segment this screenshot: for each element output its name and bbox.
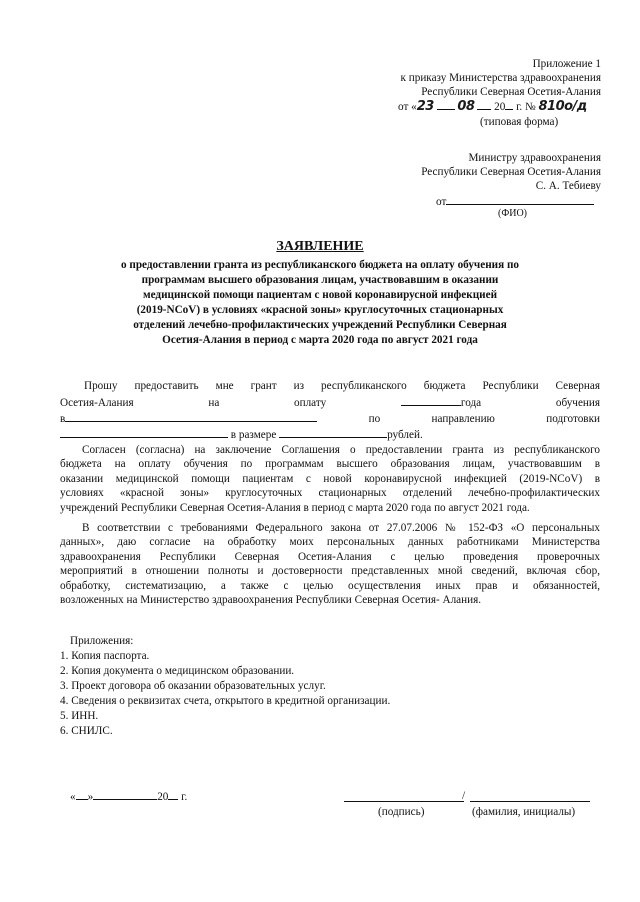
fio-caption: (ФИО) [498,208,528,219]
name-caption: (фамилия, инициалы) [472,806,576,818]
consent-paragraph: Согласен (согласна) на заключение Соглашения о предоставлении гранта из республиканского бюджета на оплату обучения по программам высшего образования лицам, участвовавшим в оказании медицинской помощи пациентам с новой коронавирусной инфекцией (2019-NCoV) в условиях «красной зоны» круглосуточных стационарных отделений лечебно-профилактических учреждений Республики Северная Осетия-Алания в период с марта 2020 года по август 2021 года. [60,444,600,514]
from-prefix: от [436,196,447,208]
footer-day-field[interactable] [76,789,88,800]
header-line-1: Приложение 1 [532,58,601,70]
date-prefix: от « [398,101,417,113]
footer-date: « » 20 г. [70,791,188,803]
attachment-item-6: 6. СНИЛС. [60,725,113,737]
header-line-2: к приказу Министерства здравоохранения [400,72,601,84]
date-year-prefix: 20 [494,101,506,113]
attachment-item-5: 5. ИНН. [60,710,99,722]
title-line-3: медицинской помощи пациентам с новой коронавирусной инфекцией [142,289,498,301]
handwritten-day: 23 [416,99,434,114]
attachments-heading: Приложения: [70,635,134,647]
header-line-3: Республики Северная Осетия-Алания [421,86,601,98]
footer-month-field[interactable] [93,789,157,800]
title-line-1: о предоставлении гранта из республиканского бюджета на оплату обучения по [120,259,519,271]
title-line-5: отделений лечебно-профилактических учреждений Республики Северная [133,319,507,331]
specialty-field[interactable] [60,427,228,438]
title-line-4: (2019-NCoV) в условиях «красной зоны» круглосуточных стационарных [136,304,504,316]
addressee-line-1: Министру здравоохранения [468,152,601,164]
handwritten-month: 08 [457,99,475,114]
study-year-field[interactable] [401,395,461,406]
attachment-item-4: 4. Сведения о реквизитах счета, открытого в кредитной организации. [60,695,391,707]
document-heading: ЗАЯВЛЕНИЕ [276,239,364,254]
attachment-item-1: 1. Копия паспорта. [60,650,150,662]
addressee-line-3: С. А. Тебиеву [535,180,601,192]
name-field-line[interactable] [470,801,590,802]
personal-data-paragraph: В соответствии с требованиями Федерального закона от 27.07.2006 № 152-ФЗ «О персональных данных», даю согласие на обработку моих персональных данных работниками Министерства здравоохранения Республики Северная Осетия-Алания с целью проведения проверочных мероприятий в отношении полноты и достоверности представленных мной сведений, включая сбор, обработку, систематизацию, а также с целью осуществления иных прав и обязанностей, возложенных на Министерство здравоохранения Республики Северная Осетия- Алания. [60,522,600,606]
request-line-3: в по направлению подготовки [60,413,600,425]
fio-field-line[interactable] [446,194,594,205]
header-date-row [398,99,587,114]
title-line-2: программам высшего образования лицам, участвовавшим в оказании [141,274,499,286]
signature-slash: / [462,790,466,802]
addressee-line-2: Республики Северная Осетия-Алания [421,166,601,178]
attachment-item-2: 2. Копия документа о медицинском образовании. [60,665,295,677]
attachment-item-3: 3. Проект договора об оказании образовательных услуг. [60,680,326,692]
request-line-2: Осетия-Алания на оплату года обучения [60,397,601,409]
institution-field[interactable] [65,411,317,422]
handwritten-order-number: 810о/д [538,99,587,114]
title-line-6: Осетия-Алания в период с марта 2020 года по август 2021 года [162,334,478,346]
form-type-caption: (типовая форма) [480,116,559,128]
request-line-4: в размере рублей. [60,427,423,442]
footer-year-field[interactable] [168,789,178,800]
date-suffix: г. № [516,101,536,113]
request-line-1: Прошу предоставить мне грант из республиканского бюджета Республики Северная [84,380,600,392]
amount-field[interactable] [279,427,387,438]
signature-caption: (подпись) [378,806,425,818]
signature-field-line[interactable] [344,801,464,802]
